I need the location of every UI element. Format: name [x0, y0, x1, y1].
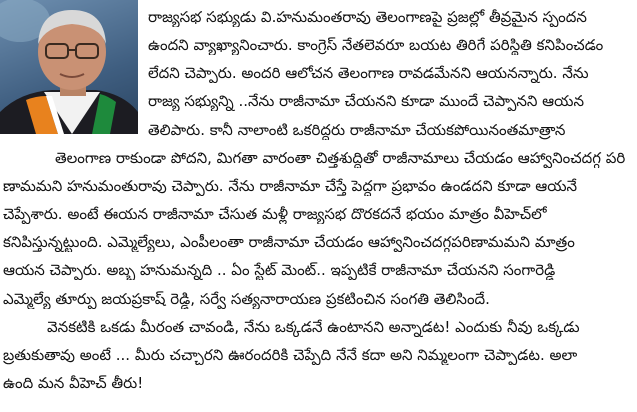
article-line: తెలిపారు. కానీ నాలాంటి ఒకరిద్దరు రాజీనామా చేయకపోయినంతమాత్రాన	[148, 121, 566, 139]
article-line: ఎమ్మెల్యే తూర్పు జయప్రకాష్ రెడ్డి, సర్వే సత్యనారాయణ ప్రకటించిన సంగతి తెలిసిందే.	[3, 290, 490, 308]
article-line: ణామమని హనుమంతురావు చెప్పారు. నేను రాజీనామా చేస్తే పెద్దగా ప్రభావం ఉండదని కూడా ఆయనే	[3, 177, 578, 195]
article-line: కనిపిస్తున్నట్టుంది. ఎమ్మెల్యేలు, ఎంపీలంతా రాజీనామా చేయడం ఆహ్వానించదగ్గపరిణామమని మాత్రం	[3, 233, 575, 251]
article-line: లేదని చెప్పారు. అందరి ఆలోచన తెలంగాణ రావడమేనని ఆయనన్నారు. నేను	[148, 64, 589, 82]
article-line: చెప్పేశారు. అంటే ఈయన రాజీనామా చేసుత మళ్లీ రాజ్యసభ దొరకదనే భయం మాత్రం వీహెచ్‌లో	[3, 205, 547, 223]
article-line: ఉంది మన వీహెచ్ తీరు!	[3, 374, 144, 392]
article-line: తెలంగాణ రాకుండా పోదని, మిగతా వారంతా చిత్తశుద్ధితో రాజీనామాలు చేయడం ఆహ్వానించదగ్గ పరి	[55, 149, 626, 167]
article-line: వెనకటికి ఒకడు మీరంత చావండి, నేను ఒక్కడనే ఉంటానని అన్నాడట! ఎందుకు నీవు ఒక్కడు	[47, 318, 580, 336]
article-line: ఉందని వ్యాఖ్యానించారు. కాంగ్రెస్ నేతలెవరూ బయట తిరిగే పరిస్థితి కనిపించడం	[148, 36, 604, 54]
article-line: రాజ్య సభ్యున్ని ..నేను రాజీనామా చేయనని కూడా ముందే చెప్పానని ఆయన	[148, 92, 584, 110]
article-line: బ్రతుకుతావు అంటే ... మీరు చచ్చారని ఊరందరికి చెప్పేది నేనే కదా అని నిమ్మలంగా చెప్పాడట. అలా	[3, 346, 578, 364]
article-line: ఆయన చెప్పారు. అబ్బ హనుమన్నది .. ఏం స్టేట్ మెంట్.. ఇప్పటికే రాజీనామా చేయనని సంగారెడ్డి	[3, 261, 556, 279]
article-line: రాజ్యసభ సభ్యుడు వి.హనుమంతరావు తెలంగాణపై ప్రజల్లో తీవ్రమైన స్పందన	[148, 8, 587, 26]
